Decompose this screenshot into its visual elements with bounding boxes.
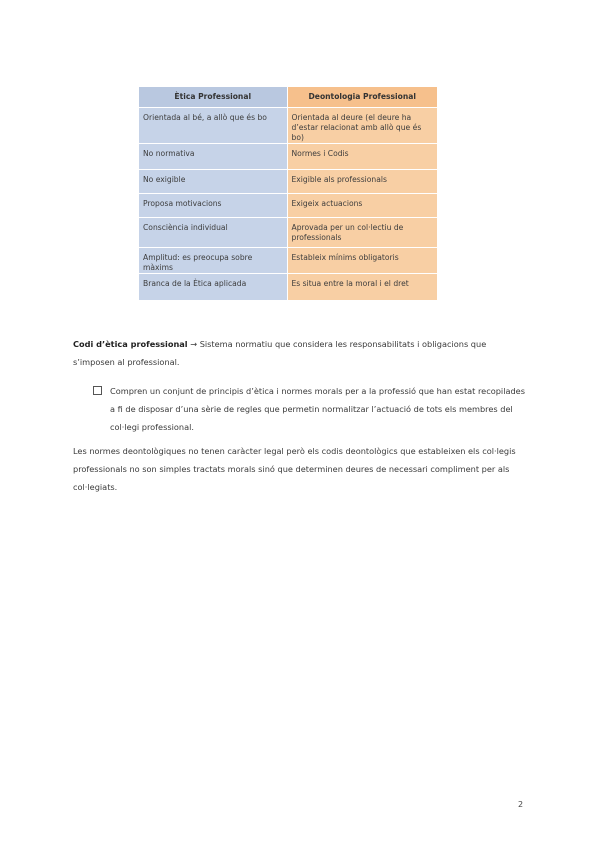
table-cell-etica: Consciència individual — [139, 218, 287, 248]
table-cell-deontologia: Estableix mínims obligatoris — [287, 248, 437, 274]
table-row — [139, 144, 437, 170]
table-cell-etica: Branca de la Ètica aplicada — [139, 274, 287, 301]
definition-text: Sistema normatiu que considera les responsabilitats i obligacions que s’imposen al professional. — [73, 339, 487, 367]
table-row — [139, 108, 437, 144]
definition-term: Codi d’ètica professional — [73, 339, 188, 349]
table-cell-deontologia: Orientada al deure (el deure ha d’estar relacionat amb allò que és bo) — [287, 108, 437, 144]
checkbox-bullet-icon — [93, 386, 102, 395]
table-header-row — [139, 87, 437, 108]
table-row — [139, 194, 437, 218]
table-cell-deontologia: Normes i Codis — [287, 144, 437, 170]
ethics-deontology-table — [139, 87, 437, 301]
table-cell-deontologia: Exigible als professionals — [287, 170, 437, 194]
bullet-paragraph: Compren un conjunt de principis d’ètica i normes morals per a la professió que han estat recopilades a fi de disposar d’una sèrie de regles que permetin normalitzar l’actuació de tots els membres del col·legi professional. — [110, 386, 525, 432]
definition-paragraph — [73, 335, 528, 371]
header-etica-professional: Ètica Professional — [139, 87, 287, 108]
header-deontologia-professional: Deontologia Professional — [287, 87, 437, 108]
table-cell-etica: Proposa motivacions — [139, 194, 287, 218]
table-cell-deontologia: Aprovada per un col·lectiu de professionals — [287, 218, 437, 248]
table-cell-deontologia: Exigeix actuacions — [287, 194, 437, 218]
arrow-glyph: → — [187, 339, 200, 349]
table-cell-etica: Amplitud: es preocupa sobre màxims — [139, 248, 287, 274]
table-cell-etica: No normativa — [139, 144, 287, 170]
norms-paragraph: Les normes deontològiques no tenen caràcter legal però els codis deontològics que estableixen els col·legis professionals no son simples tractats morals sinó que determinen deures de necessari compliment per als col·legiats. — [73, 446, 516, 492]
table-row — [139, 170, 437, 194]
table-row — [139, 274, 437, 301]
table-row — [139, 248, 437, 274]
table-cell-etica: Orientada al bé, a allò que és bo — [139, 108, 287, 144]
table-row — [139, 218, 437, 248]
table-cell-etica: No exigible — [139, 170, 287, 194]
table-cell-deontologia: Es situa entre la moral i el dret — [287, 274, 437, 301]
page-number: 2 — [518, 800, 524, 809]
